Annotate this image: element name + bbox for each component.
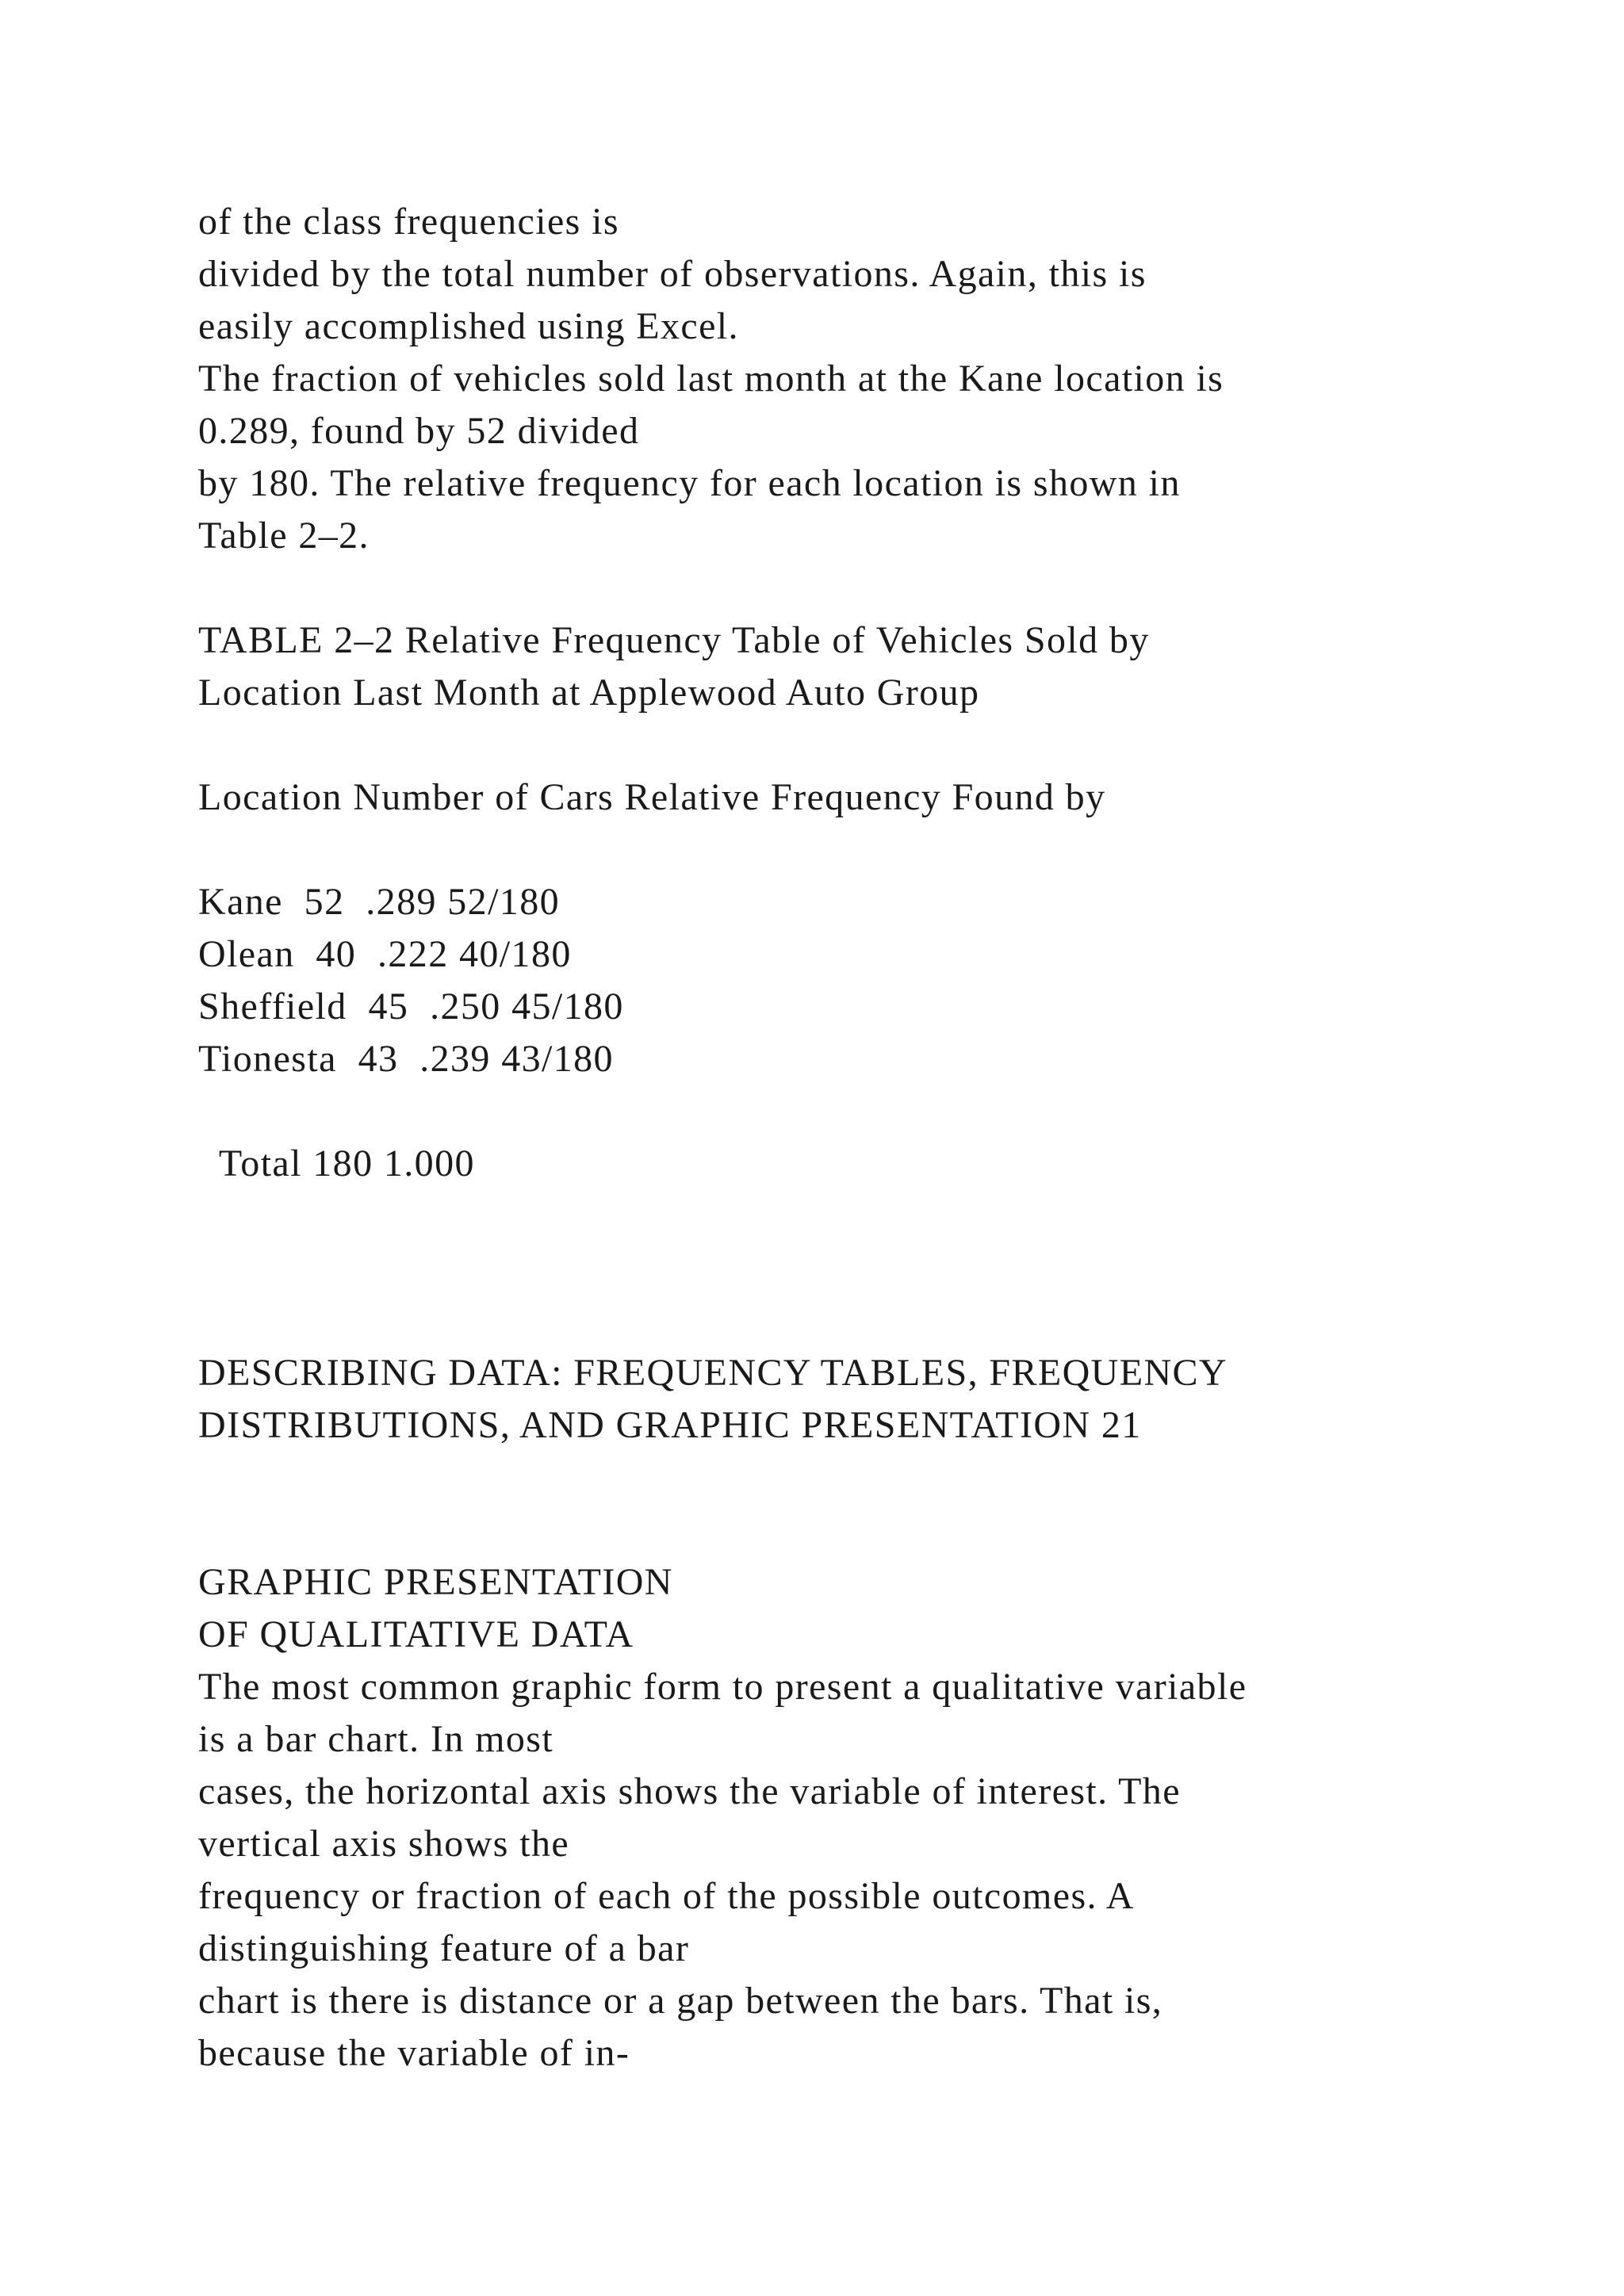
intro-line: by 180. The relative frequency for each location is shown in bbox=[198, 462, 1181, 504]
table-row: Kane 52 .289 52/180 bbox=[198, 881, 561, 923]
table-caption: Location Last Month at Applewood Auto Group bbox=[198, 672, 980, 714]
intro-line: divided by the total number of observations. Again, this is bbox=[198, 253, 1147, 295]
table-total-row: Total 180 1.000 bbox=[198, 1142, 475, 1184]
intro-line: of the class frequencies is bbox=[198, 201, 619, 243]
section-body-line: chart is there is distance or a gap between the bars. That is, bbox=[198, 1980, 1163, 2022]
running-header: DESCRIBING DATA: FREQUENCY TABLES, FREQUENCY bbox=[198, 1352, 1228, 1394]
section-body-line: distinguishing feature of a bar bbox=[198, 1927, 690, 1969]
section-body-line: frequency or fraction of each of the possible outcomes. A bbox=[198, 1875, 1135, 1917]
intro-line: Table 2–2. bbox=[198, 515, 370, 557]
section-body-line: because the variable of in- bbox=[198, 2032, 630, 2074]
table-caption: TABLE 2–2 Relative Frequency Table of Vehicles Sold by bbox=[198, 619, 1150, 661]
section-body-line: cases, the horizontal axis shows the variable of interest. The bbox=[198, 1770, 1181, 1812]
section-body-line: The most common graphic form to present a qualitative variable bbox=[198, 1666, 1247, 1708]
table-row: Tionesta 43 .239 43/180 bbox=[198, 1038, 614, 1080]
running-header: DISTRIBUTIONS, AND GRAPHIC PRESENTATION 21 bbox=[198, 1404, 1142, 1446]
table-row: Sheffield 45 .250 45/180 bbox=[198, 985, 624, 1027]
intro-line: easily accomplished using Excel. bbox=[198, 305, 739, 347]
intro-line: The fraction of vehicles sold last month at the Kane location is bbox=[198, 358, 1224, 400]
section-body-line: is a bar chart. In most bbox=[198, 1718, 554, 1760]
section-heading: OF QUALITATIVE DATA bbox=[198, 1613, 634, 1655]
intro-line: 0.289, found by 52 divided bbox=[198, 410, 640, 452]
section-body-line: vertical axis shows the bbox=[198, 1823, 570, 1865]
section-heading: GRAPHIC PRESENTATION bbox=[198, 1561, 673, 1603]
table-header: Location Number of Cars Relative Frequency Found by bbox=[198, 776, 1106, 818]
table-row: Olean 40 .222 40/180 bbox=[198, 933, 572, 975]
